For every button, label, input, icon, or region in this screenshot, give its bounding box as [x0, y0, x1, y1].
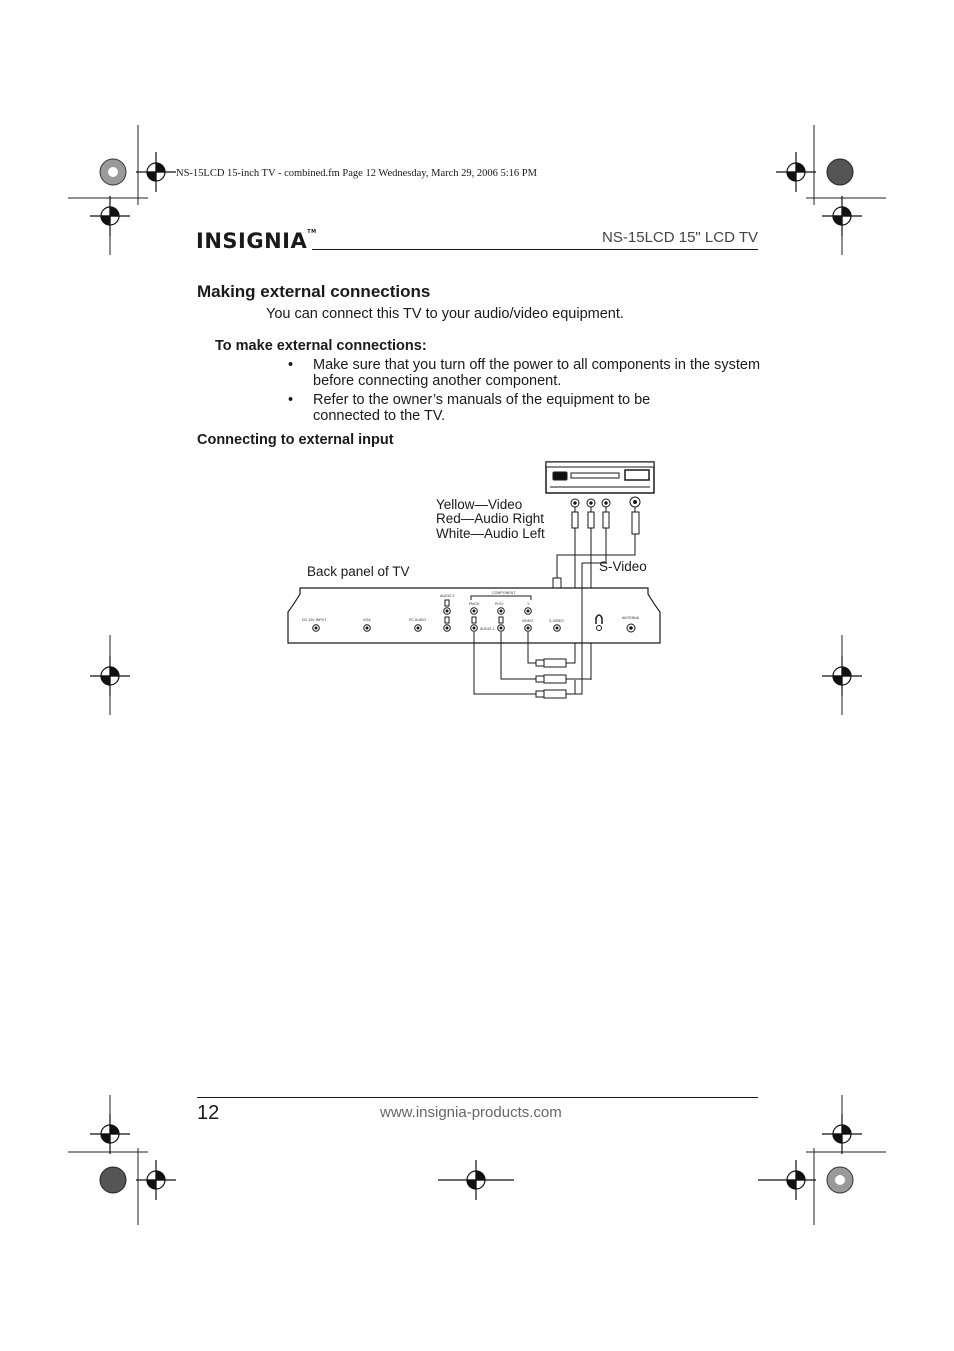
- subsection-title: Connecting to external input: [197, 432, 394, 448]
- cable-color-label: Yellow—Video: [436, 497, 523, 512]
- footer-rule: [197, 1097, 758, 1098]
- vcr-device: [546, 462, 654, 493]
- model-title: NS-15LCD 15" LCD TV: [602, 229, 758, 246]
- cable-color-label: White—Audio Left: [436, 526, 545, 541]
- port-label-antenna: ANTENNA: [622, 616, 640, 620]
- port-label-pr: Pr/Cr: [495, 602, 504, 606]
- port-label-dc: DC 12V INPUT: [302, 618, 327, 622]
- procedure-title: To make external connections:: [215, 338, 427, 354]
- port-label-pc-audio: PC AUDIO: [409, 618, 427, 622]
- bullet-symbol: •: [288, 392, 294, 408]
- cable-color-label: Red—Audio Right: [436, 511, 545, 526]
- port-label-audio1: AUDIO 1: [480, 627, 495, 631]
- intro-text: You can connect this TV to your audio/video equipment.: [266, 306, 624, 322]
- section-title: Making external connections: [197, 282, 431, 301]
- file-header: NS-15LCD 15-inch TV - combined.fm Page 12 Wednesday, March 29, 2006 5:16 PM: [176, 168, 537, 179]
- port-label-pb: Pb/Cb: [469, 602, 479, 606]
- svideo-label: S-Video: [599, 559, 647, 574]
- website-url: www.insignia-products.com: [380, 1104, 562, 1121]
- bullet-symbol: •: [288, 357, 294, 373]
- port-label-audio2: AUDIO 2: [440, 594, 455, 598]
- back-panel-label: Back panel of TV: [307, 564, 410, 579]
- port-label-svideo: S-VIDEO: [549, 619, 564, 623]
- port-label-video: VIDEO: [522, 619, 534, 623]
- bullet-item: Make sure that you turn off the power to all components in the system before connecting another component.: [313, 357, 761, 389]
- page-number: 12: [197, 1102, 220, 1124]
- insignia-logo: INSIGNIA™: [196, 229, 317, 253]
- port-label-component: COMPONENT: [492, 591, 516, 595]
- port-label-y: Y: [527, 602, 530, 606]
- bullet-item: Refer to the owner’s manuals of the equipment to be connected to the TV.: [313, 392, 651, 424]
- port-label-vga: VGA: [363, 618, 371, 622]
